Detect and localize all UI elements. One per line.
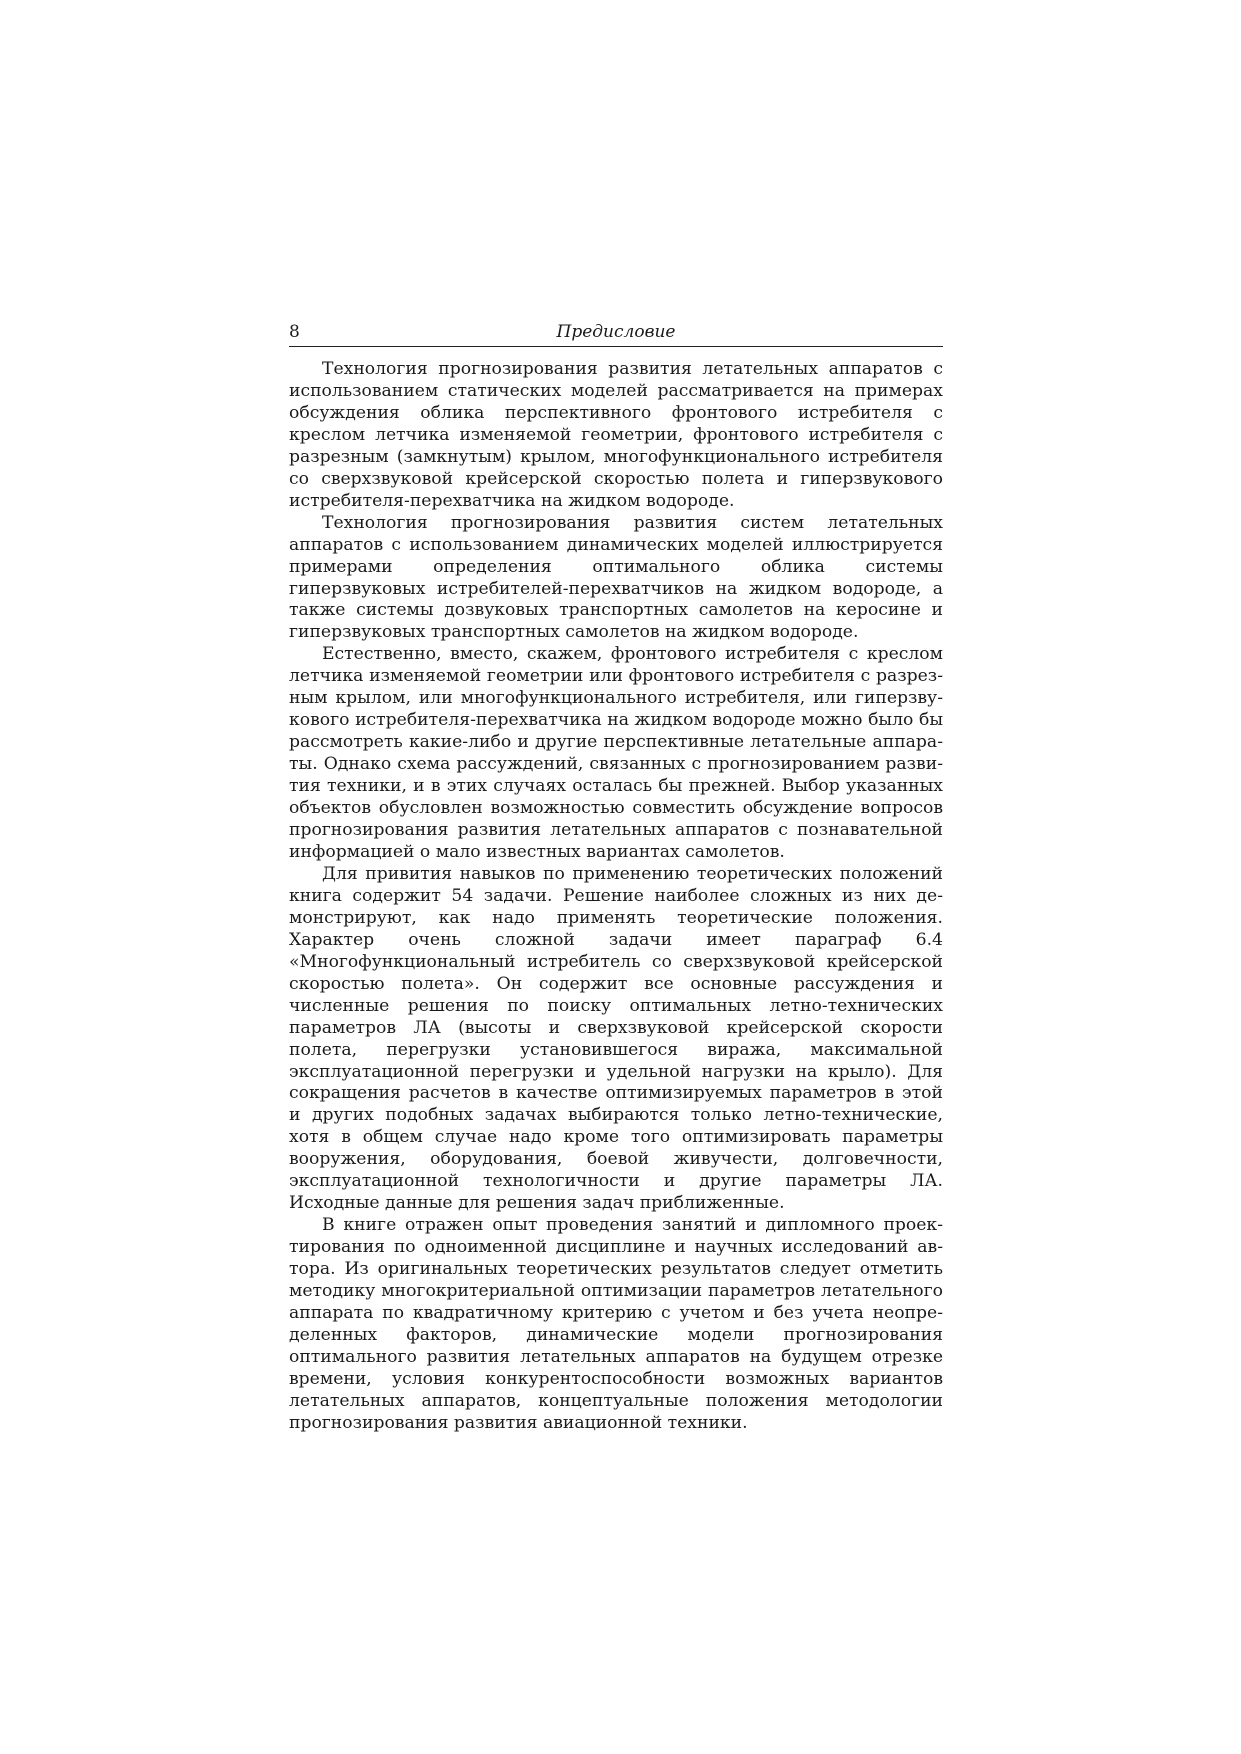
paragraph-5: В книге отражен опыт проведения занятий и дипломного проектирования по одноименной дисциплине и научных исследований автора. Из оригинальных теоретических результатов следует отметить методику многокритериальной оптимизации параметров летательного аппарата по квадратичному критерию с учетом и без учета неопределенных факторов, динамические модели прогнозирования оптимального развития летательных аппаратов на будущем отрезке времени, условия конкурентоспособности возможных вариантов летательных аппаратов, концептуальные положения методологии прогнозирования развития авиационной техники. <box>289 1215 943 1433</box>
paragraph-4: Для привития навыков по применению теоретических положений книга содержит 54 задачи. Решение наиболее сложных из них демонстрируют, как надо применять теоретические положения. Характер очень сложной задачи имеет параграф 6.4 «Многофункциональный истребитель со сверхзвуковой крейсерской скоростью полета». Он содержит все основные рассуждения и численные решения по поиску оптимальных летно-технических параметров ЛА (высоты и сверхзвуковой крейсерской скорости полета, перегрузки установившегося виража, максимальной эксплуатационной перегрузки и удельной нагрузки на крыло). Для сокращения расчетов в качестве оптимизируемых параметров в этой и других подобных задачах выбираются только летно-технические, хотя в общем случае надо кроме того оптимизировать параметры вооружения, оборудования, боевой живучести, долговечности, эксплуатационной технологичности и другие параметры ЛА. Исходные данные для решения задач приближенные. <box>289 863 943 1214</box>
running-title: Предисловие <box>556 322 676 342</box>
book-page <box>289 322 943 1435</box>
paragraph-1: Технология прогнозирования развития летательных аппаратов с использованием статических моделей рассматривается на примерах обсуждения облика перспективного фронтового истребителя с креслом летчика изменяемой геометрии, фронтового истребителя с разрезным (замкнутым) крылом, многофункционального истребителя со сверхзвуковой крейсерской скоростью полета и гиперзвукового истребителя-перехватчика на жидком водороде. <box>289 359 943 511</box>
page-number: 8 <box>289 322 300 342</box>
paragraph-2: Технология прогнозирования развития систем летательных аппаратов с использованием динамических моделей иллюстрируется примерами определения оптимального облика системы гиперзвуковых истребителей-перехватчиков на жидком водороде, а также системы дозвуковых транспортных самолетов на керосине и гиперзвуковых транспортных самолетов на жидком водороде. <box>289 512 943 643</box>
running-head <box>289 322 943 347</box>
paragraph-3: Естественно, вместо, скажем, фронтового истребителя с креслом летчика изменяемой геометрии или фронтового истребителя с разрезным крылом, или многофункционального истребителя, или гиперзвукового истребителя-перехватчика на жидком водороде можно было бы рассмотреть какие-либо и другие перспективные летательные аппараты. Однако схема рассуждений, связанных с прогнозированием развития техники, и в этих случаях осталась бы прежней. Выбор указанных объектов обусловлен возможностью совместить обсуждение вопросов прогнозирования развития летательных аппаратов с познавательной информацией о мало известных вариантах самолетов. <box>289 644 943 862</box>
body-text <box>289 359 943 1435</box>
